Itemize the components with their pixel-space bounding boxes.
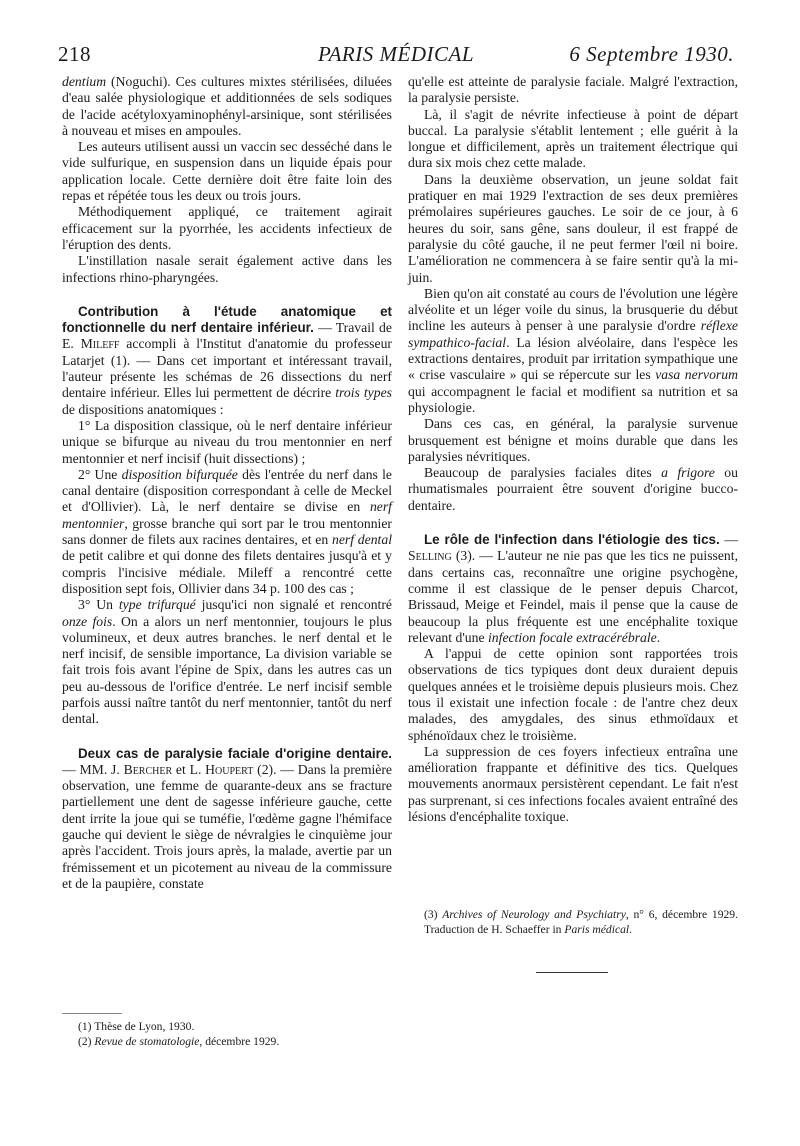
text: jusqu'ici non signalé et rencontré: [195, 597, 392, 613]
text: (3). — L'auteur ne nie pas que les tics ne puissent, dans certains cas, reconnaître une origine psychogène, comme il est classique de le penser depuis Charcot, Brissaud, Meige et Feindel, mais il pense que la cause de beaucoup la plus fréquente est une encéphalite toxique relevant d'une: [408, 548, 738, 645]
text: 2° Une: [78, 466, 122, 482]
section-title: Contribution à l'étude anatomique et fonctionnelle du nerf dentaire inférieur.: [62, 303, 392, 336]
italic-text: réflexe sympathico-facial: [408, 318, 738, 350]
italic-text: infection focale extracérébrale: [488, 629, 657, 645]
text: de dispositions anatomiques :: [62, 401, 224, 417]
text: (2): [78, 1034, 95, 1048]
left-column: [62, 74, 392, 892]
text: (3): [424, 908, 443, 921]
text: — Travail de: [313, 320, 392, 336]
paragraph: Méthodiquement appliqué, ce traitement agirait efficacement sur la pyorrhée, les accidents infectieux de l'éruption des dents.: [62, 204, 392, 252]
author-name: Houpert: [205, 761, 254, 777]
text: . On a alors un nerf mentonnier, toujours le plus volumineux, et deux autres branches. le nerf dental et le nerf incisif, de sensible importance, La division variable se fait trois fois avant l'épine de Spix, dans les autres cas un peu au-dessous de l'orifice d'entrée. Le nerf incisif semble parfois aussi naître tantôt du nerf mentonnier, tantôt du nerf dental.: [62, 613, 392, 727]
author-name: Bercher: [123, 761, 173, 777]
text: Beaucoup de paralysies faciales dites: [424, 465, 662, 481]
italic-text: vasa nervorum: [655, 367, 738, 383]
paragraph: [408, 286, 738, 416]
paragraph: [408, 465, 738, 514]
right-column: [408, 74, 738, 825]
italic-text: a frigore: [661, 465, 715, 481]
italic-text: trois types: [335, 385, 392, 401]
text: de petit calibre et qui donne des filets dentaires jusqu'à et y compris l'incisive médiale. Mileff a rencontré cette disposition sept fois, Ollivier dans 34 p. 100 des cas ;: [62, 548, 392, 596]
text: —: [719, 532, 738, 548]
text: et L.: [172, 761, 206, 777]
text: accompli à l'Institut d'anatomie du professeur Latarjet (1). — Dans cet important et intéressant travail, l'auteur présente les schémas de 26 dissections du nerf dentaire inférieur. Elles lui permettent de décrire: [62, 336, 392, 401]
section-title: Le rôle de l'infection dans l'étiologie des tics.: [424, 532, 720, 548]
page-number: 218: [58, 42, 91, 66]
footnote-1: (1) Thèse de Lyon, 1930.: [78, 1020, 195, 1033]
paragraph: [62, 74, 392, 139]
text: (2). — Dans la première observation, une femme de quarante-deux ans se fracture partiellement une dent de sagesse inférieure gauche, cette dent irrite la joue qui se tuméfie, l'œdème gagne l'hémiface gauche qui devient le siège de névralgies le cinquième jour après l'accident. Trois jours après, la malade, avertie par un frémissement et un picotement au niveau de la commissure et de la paupière, constate: [62, 761, 392, 891]
text: ou rhumatismales pourraient être souvent d'origine bucco-dentaire.: [408, 465, 738, 513]
text: , n° 6, décembre 1929. Traduction de H. Schaeffer in: [424, 908, 739, 936]
italic-text: onze fois: [62, 613, 113, 629]
italic-text: disposition bifurquée: [121, 466, 238, 482]
journal-title: PARIS MÉDICAL: [317, 42, 474, 66]
footnote-divider: [62, 1013, 122, 1014]
paragraph: Dans ces cas, en général, la paralysie survenue brusquement est bénigne et moins durable que dans les paralysies névritiques.: [408, 416, 738, 464]
paragraph: L'instillation nasale serait également active dans les infections rhino-pharyngées.: [62, 253, 392, 285]
text: 3° Un: [78, 597, 119, 613]
text: (Noguchi). Ces cultures mixtes stérilisées, diluées d'eau salée physiologique et additionnées de sels sodiques de l'acide acétyloxyaminophényl-arsinique, sont stérilisées à nouveau et mises en ampoules.: [62, 74, 392, 138]
issue-date: 6 Septembre 1930.: [569, 42, 734, 66]
author-name: Mileff: [80, 336, 120, 352]
text: .: [629, 922, 633, 936]
italic-text: Archives of Neurology and Psychiatry: [442, 908, 626, 921]
italic-text: Revue de stomatologie: [94, 1034, 200, 1048]
text: qui accompagnent le facial et modifient sa nutrition et sa physiologie.: [408, 383, 738, 415]
text: — MM. J.: [62, 761, 124, 777]
text: E.: [62, 336, 81, 352]
text: Bien qu'on ait constaté au cours de l'évolution une légère alvéolite et un léger voile du sinus, la brusquerie du début incline les auteurs à penser à une paralysie d'ordre: [408, 285, 738, 334]
list-item: 1° La disposition classique, où le nerf dentaire inférieur unique se bifurque au niveau du trou mentonnier en nerf mentonnier et nerf incisif (huit dissections) ;: [62, 417, 392, 466]
section-mileff: [62, 304, 392, 418]
text: . La lésion alvéolaire, dans l'espèce les extractions dentaires, produit par irritation sympathique une « crise vasculaire » qui se répercute sur les: [408, 334, 738, 383]
italic-text: type trifurqué: [118, 597, 196, 613]
list-item: [62, 467, 392, 597]
footnote-2: [78, 1035, 398, 1050]
italic-text: nerf dental: [331, 532, 393, 548]
paragraph: Les auteurs utilisent aussi un vaccin sec desséché dans le vide sulfurique, en suspension dans un liquide épais pour application locale. Cette dernière doit être faite loin des repas et répétée tous les deux ou trois jours.: [62, 139, 392, 204]
paragraph: A l'appui de cette opinion sont rapportées trois observations de tics typiques dont deux duraient depuis quelques années et le troisième depuis plusieurs mois. Chez tous il existait une infection focale : de l'antre chez deux malades, des amygdales, des sinus ethmoïdaux et sphénoïdaux chez le troisième.: [408, 646, 738, 743]
section-paralysie: [62, 746, 392, 893]
section-tics: [408, 532, 738, 646]
running-header: [58, 42, 734, 72]
section-title: Deux cas de paralysie faciale d'origine dentaire.: [78, 745, 392, 761]
paragraph: Là, il s'agit de névrite infectieuse à point de départ buccal. La paralysie s'établit lentement ; elle guérit à la longue et difficilement, après un traitement électrique qui dura six mois chez cette malade.: [408, 106, 738, 171]
italic-text: nerf mentonnier: [62, 499, 392, 531]
list-item: [62, 597, 392, 727]
text: , décembre 1929.: [199, 1034, 280, 1048]
text: .: [656, 629, 661, 645]
paragraph: qu'elle est atteinte de paralysie faciale. Malgré l'extraction, la paralysie persiste.: [408, 74, 738, 106]
end-divider: [536, 972, 608, 973]
paragraph: La suppression de ces foyers infectieux entraîna une amélioration frappante et définitive des tics. Quelques mouvements anormaux persistèrent cependant. Le fait n'est pas surprenant, si ces infections focales avaient entraîné des lésions d'encéphalite toxique.: [408, 743, 738, 825]
footnote-3: [424, 908, 738, 937]
footnotes: [78, 1020, 398, 1049]
italic-text: Paris médical: [564, 922, 630, 936]
text: , grosse branche qui sort par le trou mentonnier sans donner de filets aux racines dentaires, et en: [62, 515, 392, 548]
paragraph: Dans la deuxième observation, un jeune soldat fait pratiquer en mai 1929 l'extraction de ses deux premières prémolaires supérieures gauches. Le soir de ce jour, à 6 heures du soir, sans gêne, sans douleur, il est frappé de paralysie du côté gauche, il ne peut fermer l'œil ni boire. L'amélioration ne commencera à se faire sentir qu'à la mi-juin.: [408, 171, 738, 285]
text: dès l'entrée du nerf dans le canal dentaire (disposition correspondant à celle de Meckel et d'Ollivier). Là, le nerf dentaire se divise en: [62, 466, 392, 515]
italic-text: dentium: [62, 74, 107, 89]
author-name: Selling: [408, 548, 452, 564]
